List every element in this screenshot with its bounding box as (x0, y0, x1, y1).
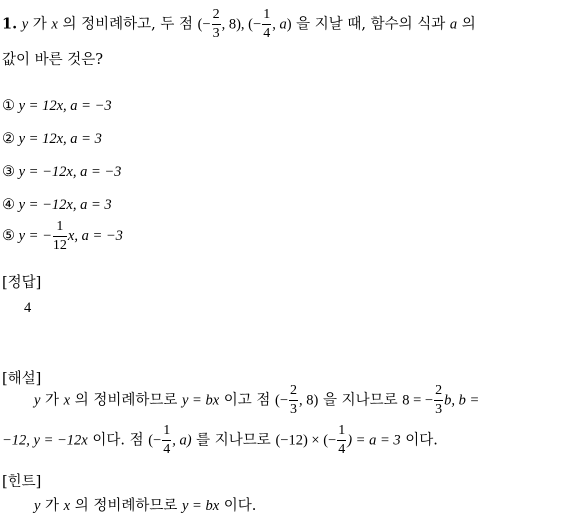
hint-label: [힌트] (2, 474, 42, 490)
text: 이다. 점 (87, 432, 149, 449)
math: , a) (172, 432, 192, 449)
fraction (212, 8, 221, 41)
text: 의 정비례하므로 (70, 392, 182, 409)
frac-num: 1 (337, 424, 346, 441)
math: 8 = − (402, 392, 434, 409)
text: 의 정비례하고, 두 점 (57, 16, 198, 33)
text: 을 지나므로 (318, 392, 403, 409)
frac-den: 3 (290, 402, 298, 417)
var-y: y (21, 16, 29, 33)
math: (− (148, 432, 162, 449)
frac-den: 4 (263, 26, 271, 41)
math: (− (275, 392, 289, 409)
frac-den: 4 (338, 442, 346, 457)
math: ) = a = 3 (347, 432, 401, 449)
fraction (162, 424, 171, 457)
option-2[interactable] (2, 131, 102, 148)
text: 의 (457, 16, 476, 33)
math: y = bx (182, 392, 220, 409)
text: 가 (40, 392, 64, 409)
option-marker: ② (2, 131, 15, 147)
math: , (272, 16, 280, 33)
math: y = bx (182, 498, 220, 514)
text: 의 정비례하므로 (70, 498, 182, 514)
explanation-line-1 (34, 384, 479, 417)
text: 이다. (400, 432, 438, 449)
frac-num: 2 (434, 384, 443, 401)
option-text: y = − (18, 227, 52, 244)
option-marker: ③ (2, 164, 15, 180)
text: 이다. (219, 498, 257, 514)
math: b, b = (444, 392, 480, 409)
text: 를 지나므로 (191, 432, 276, 449)
answer-label: [정답] (2, 275, 42, 291)
question-line-1 (2, 8, 476, 41)
option-marker: ① (2, 98, 15, 114)
option-text: y = −12x, a = −3 (18, 164, 122, 180)
question-line-2: 값이 바른 것은? (2, 52, 104, 68)
math: ) (286, 16, 292, 33)
var-x: x (51, 16, 58, 33)
text: 가 (28, 16, 52, 33)
var-y: y (34, 392, 41, 409)
option-4[interactable] (2, 197, 112, 214)
fraction (337, 424, 346, 457)
text: 가 (40, 498, 64, 514)
fraction (262, 8, 271, 41)
var-y: y (34, 498, 41, 514)
fraction (53, 220, 67, 253)
answer-value: 4 (24, 300, 32, 316)
text: 을 지날 때, 함수의 식과 (291, 16, 450, 33)
option-text: y = −12x, a = 3 (18, 197, 112, 213)
var-x: x (63, 498, 71, 514)
option-1[interactable] (2, 98, 112, 115)
var-a: a (449, 16, 458, 33)
hint-line (34, 494, 256, 515)
explanation-label: [해설] (2, 371, 42, 387)
math: −12, y = −12x (2, 432, 88, 449)
frac-num: 1 (262, 8, 271, 25)
frac-num: 2 (289, 384, 298, 401)
frac-num: 2 (212, 8, 221, 25)
var-a: a (279, 16, 287, 33)
frac-den: 3 (212, 26, 220, 41)
math: (−12) × (− (275, 432, 337, 449)
option-marker: ⑤ (2, 227, 15, 244)
math: (− (197, 16, 211, 33)
option-text: y = 12x, a = −3 (18, 98, 112, 114)
frac-num: 1 (162, 424, 171, 441)
option-5[interactable] (2, 220, 123, 253)
frac-den: 4 (163, 442, 171, 457)
var-x: x (63, 392, 71, 409)
frac-den: 12 (52, 238, 67, 253)
frac-num: 1 (53, 220, 67, 237)
option-text: y = 12x, a = 3 (18, 131, 102, 147)
math: , 8), (− (221, 16, 262, 33)
fraction (434, 384, 443, 417)
question-number: 1. (2, 15, 18, 33)
option-text: x, a = −3 (67, 227, 123, 244)
frac-den: 3 (435, 402, 443, 417)
fraction (289, 384, 298, 417)
text: 이고 점 (219, 392, 276, 409)
explanation-line-2 (2, 424, 438, 457)
math: , 8) (299, 392, 319, 409)
option-3[interactable] (2, 164, 121, 181)
option-marker: ④ (2, 197, 15, 213)
